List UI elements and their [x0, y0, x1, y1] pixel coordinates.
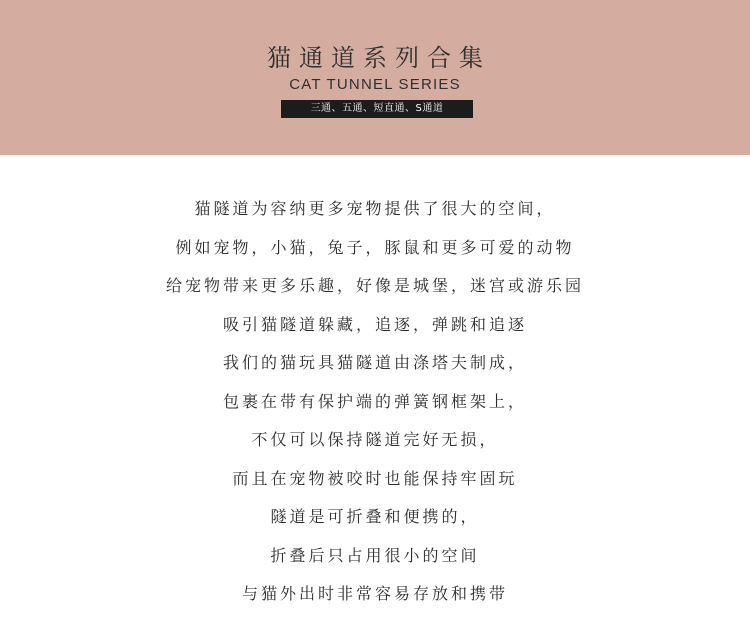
description-line: 猫隧道为容纳更多宠物提供了很大的空间，	[194, 199, 556, 218]
description-line: 我们的猫玩具猫隧道由涤塔夫制成，	[222, 353, 527, 372]
description-line: 包裹在带有保护端的弹簧钢框架上，	[222, 391, 527, 411]
description-line: 与猫外出时非常容易存放和携带	[241, 584, 508, 603]
description-line: 而且在宠物被咬时也能保持牢固玩	[232, 468, 518, 488]
header-banner	[0, 0, 750, 155]
description-line: 隧道是可折叠和便携的，	[270, 507, 480, 526]
banner-tag: 三通、五通、短直通、S通道	[281, 100, 473, 118]
description-line: 不仅可以保持隧道完好无损，	[251, 430, 499, 449]
description-line: 给宠物带来更多乐趣，好像是城堡，迷宫或游乐园	[165, 276, 584, 295]
description-line: 折叠后只占用很小的空间	[270, 545, 480, 565]
description-line: 例如宠物，小猫，兔子，豚鼠和更多可爱的动物	[175, 237, 575, 257]
description-text	[0, 190, 750, 614]
description-line: 吸引猫隧道躲藏，追逐，弹跳和追逐	[222, 314, 527, 334]
banner-subtitle: CAT TUNNEL SERIES	[289, 76, 461, 93]
banner-title: 猫通道系列合集	[267, 44, 491, 72]
